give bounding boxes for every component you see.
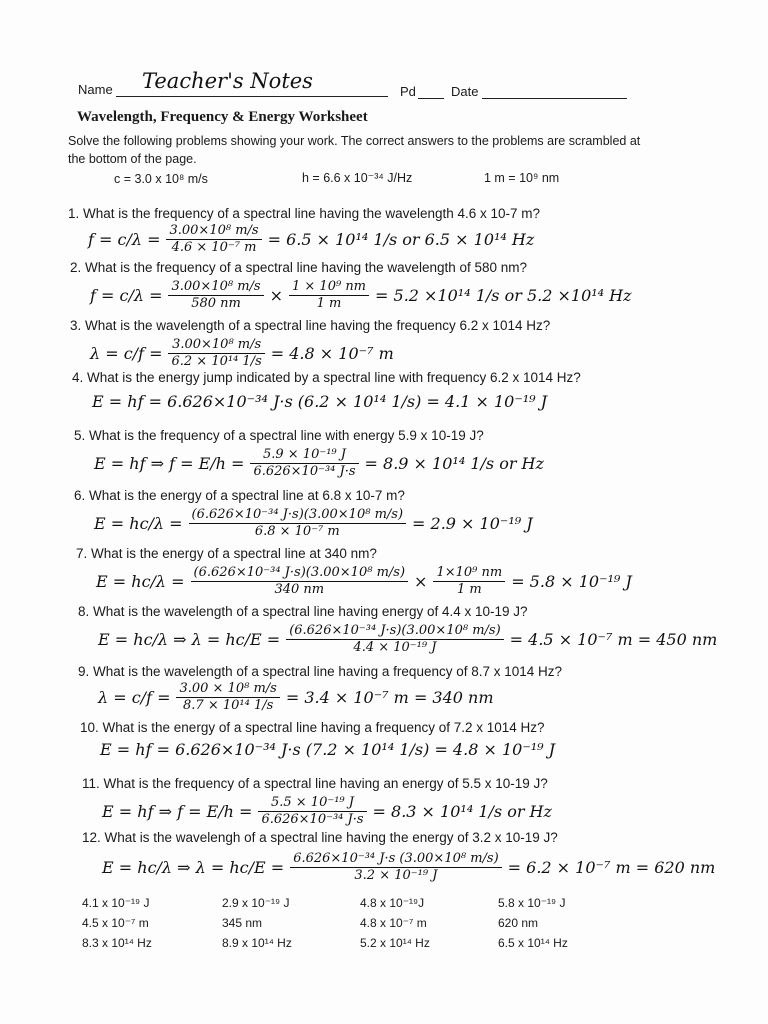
answer-numerator: 6.626×10⁻³⁴ J·s (3.00×10⁸ m/s): [290, 852, 501, 868]
answer-lhs: E = hc/λ ⇒ λ = hc/E =: [102, 858, 285, 877]
date-label: Date: [451, 84, 479, 99]
answer-work-2: [90, 280, 632, 311]
question-6: 6. What is the energy of a spectral line at 6.8 x 10-7 m?: [74, 488, 405, 503]
answer-fraction: [166, 224, 261, 255]
answer-fraction: [189, 508, 406, 539]
name-label: Name: [78, 82, 113, 97]
answer-conversion-numerator: 1×10⁹ nm: [433, 566, 505, 582]
question-2: 2. What is the frequency of a spectral line having the wavelength of 580 nm?: [70, 260, 528, 275]
answer-bank-item: 345 nm: [222, 916, 263, 930]
answer-result: = 5.2 ×10¹⁴ 1/s or 5.2 ×10¹⁴ Hz: [375, 286, 632, 305]
answer-denominator: 3.2 × 10⁻¹⁹ J: [354, 868, 438, 883]
answer-denominator: 4.4 × 10⁻¹⁹ J: [353, 640, 437, 655]
answer-bank-item: 620 nm: [498, 916, 539, 930]
answer-numerator: 3.00×10⁸ m/s: [168, 338, 264, 354]
answer-bank-item: 4.8 x 10⁻⁷ m: [360, 916, 427, 930]
name-value: Teacher's Notes: [142, 69, 313, 93]
answer-numerator: 3.00×10⁸ m/s: [168, 280, 263, 296]
answer-denominator: 8.7 × 10¹⁴ 1/s: [183, 698, 274, 713]
answer-work-1: [88, 224, 534, 255]
question-1: 1. What is the frequency of a spectral line having the wavelength 4.6 x 10-7 m?: [68, 206, 541, 221]
answer-fraction: [250, 448, 358, 479]
answer-result: = 4.8 × 10⁻⁷ m: [270, 344, 394, 363]
answer-lhs: λ = c/f =: [90, 344, 163, 363]
answer-result: = 6.2 × 10⁻⁷ m = 620 nm: [507, 858, 716, 877]
question-3: 3. What is the wavelength of a spectral line having the frequency 6.2 x 1014 Hz?: [70, 318, 551, 333]
answer-work-6: [94, 508, 533, 539]
question-5: 5. What is the frequency of a spectral line with energy 5.9 x 10-19 J?: [74, 428, 484, 443]
answer-denominator: 6.2 × 10¹⁴ 1/s: [171, 354, 262, 369]
answer-bank-item: 5.2 x 10¹⁴ Hz: [360, 936, 430, 950]
date-underline: [482, 98, 627, 99]
answer-work-7: [96, 566, 632, 597]
answer-work-8: [98, 624, 717, 655]
answer-lhs: E = hf ⇒ f = E/h =: [102, 802, 253, 821]
answer-numerator: 3.00 × 10⁸ m/s: [176, 682, 279, 698]
answer-conversion-fraction: [433, 566, 505, 597]
answer-fraction: [290, 852, 501, 883]
answer-result: E = hf = 6.626×10⁻³⁴ J·s (7.2 × 10¹⁴ 1/s) = 4.8 × 10⁻¹⁹ J: [100, 740, 556, 759]
constant-c: c = 3.0 x 10⁸ m/s: [114, 172, 208, 186]
answer-result: = 6.5 × 10¹⁴ 1/s or 6.5 × 10¹⁴ Hz: [267, 230, 535, 249]
constant-h: h = 6.6 x 10⁻³⁴ J/Hz: [302, 171, 413, 185]
answer-bank-item: 8.3 x 10¹⁴ Hz: [82, 936, 152, 950]
answer-lhs: λ = c/f =: [98, 688, 171, 707]
answer-result: = 3.4 × 10⁻⁷ m = 340 nm: [285, 688, 494, 707]
answer-lhs: E = hc/λ =: [96, 572, 185, 591]
answer-conversion-denominator: 1 m: [456, 582, 482, 597]
answer-work-4: [92, 392, 547, 411]
answer-result: E = hf = 6.626×10⁻³⁴ J·s (6.2 × 10¹⁴ 1/s) = 4.1 × 10⁻¹⁹ J: [92, 392, 548, 411]
answer-fraction: [191, 566, 408, 597]
answer-result: = 8.3 × 10¹⁴ 1/s or Hz: [372, 802, 552, 821]
answer-work-11: [102, 796, 552, 827]
answer-bank-item: 6.5 x 10¹⁴ Hz: [498, 936, 568, 950]
answer-numerator: 3.00×10⁸ m/s: [166, 224, 261, 240]
answer-numerator: 5.5 × 10⁻¹⁹ J: [258, 796, 366, 812]
answer-numerator: (6.626×10⁻³⁴ J·s)(3.00×10⁸ m/s): [191, 566, 408, 582]
answer-work-12: [102, 852, 715, 883]
question-4: 4. What is the energy jump indicated by a spectral line with frequency 6.2 x 1014 Hz?: [72, 370, 581, 385]
answer-fraction: [168, 338, 264, 369]
answer-bank-item: 8.9 x 10¹⁴ Hz: [222, 936, 292, 950]
answer-multiply: ×: [414, 572, 428, 591]
constant-m-nm: 1 m = 10⁹ nm: [484, 171, 560, 185]
answer-work-5: [94, 448, 544, 479]
answer-fraction: [286, 624, 503, 655]
answer-lhs: f = c/λ =: [88, 230, 161, 249]
answer-lhs: E = hf ⇒ f = E/h =: [94, 454, 245, 473]
answer-multiply: ×: [269, 286, 283, 305]
name-underline: [116, 96, 388, 97]
question-11: 11. What is the frequency of a spectral line having an energy of 5.5 x 10-19 J?: [82, 776, 548, 791]
answer-result: = 8.9 × 10¹⁴ 1/s or Hz: [364, 454, 544, 473]
question-9: 9. What is the wavelength of a spectral line having a frequency of 8.7 x 1014 Hz?: [78, 664, 563, 679]
question-10: 10. What is the energy of a spectral line having a frequency of 7.2 x 1014 Hz?: [80, 720, 545, 735]
answer-conversion-numerator: 1 × 10⁹ nm: [289, 280, 369, 296]
pd-label: Pd: [400, 84, 416, 99]
answer-conversion-denominator: 1 m: [316, 296, 342, 311]
question-12: 12. What is the wavelengh of a spectral line having the energy of 3.2 x 10-19 J?: [82, 830, 558, 845]
answer-work-10: [100, 740, 555, 759]
answer-denominator: 6.626×10⁻³⁴ J·s: [261, 812, 364, 827]
answer-bank-item: 4.5 x 10⁻⁷ m: [82, 916, 149, 930]
answer-result: = 2.9 × 10⁻¹⁹ J: [412, 514, 533, 533]
question-8: 8. What is the wavelength of a spectral line having energy of 4.4 x 10-19 J?: [78, 604, 528, 619]
pd-underline: [418, 98, 444, 99]
answer-numerator: (6.626×10⁻³⁴ J·s)(3.00×10⁸ m/s): [286, 624, 503, 640]
answer-bank-item: 4.8 x 10⁻¹⁹J: [360, 896, 425, 910]
answer-fraction: [168, 280, 263, 311]
answer-numerator: 5.9 × 10⁻¹⁹ J: [250, 448, 358, 464]
answer-lhs: f = c/λ =: [90, 286, 163, 305]
answer-work-9: [98, 682, 494, 713]
answer-denominator: 580 nm: [191, 296, 241, 311]
answer-conversion-fraction: [289, 280, 369, 311]
answer-bank-item: 4.1 x 10⁻¹⁹ J: [82, 896, 150, 910]
answer-denominator: 6.626×10⁻³⁴ J·s: [253, 464, 356, 479]
question-7: 7. What is the energy of a spectral line at 340 nm?: [76, 546, 377, 561]
page-title: Wavelength, Frequency & Energy Worksheet: [77, 109, 368, 125]
answer-lhs: E = hc/λ ⇒ λ = hc/E =: [98, 630, 281, 649]
answer-result: = 4.5 × 10⁻⁷ m = 450 nm: [509, 630, 718, 649]
answer-fraction: [176, 682, 279, 713]
answer-denominator: 4.6 × 10⁻⁷ m: [171, 240, 257, 255]
answer-bank-item: 2.9 x 10⁻¹⁹ J: [222, 896, 290, 910]
answer-fraction: [258, 796, 366, 827]
answer-denominator: 340 nm: [274, 582, 325, 597]
answer-lhs: E = hc/λ =: [94, 514, 183, 533]
answer-work-3: [90, 338, 394, 369]
answer-bank-item: 5.8 x 10⁻¹⁹ J: [498, 896, 566, 910]
answer-denominator: 6.8 × 10⁻⁷ m: [254, 524, 340, 539]
answer-numerator: (6.626×10⁻³⁴ J·s)(3.00×10⁸ m/s): [189, 508, 406, 524]
instructions-line-2: the bottom of the page.: [68, 152, 197, 166]
answer-result: = 5.8 × 10⁻¹⁹ J: [511, 572, 632, 591]
instructions-line-1: Solve the following problems showing your work. The correct answers to the problems are scrambled at: [68, 134, 641, 148]
